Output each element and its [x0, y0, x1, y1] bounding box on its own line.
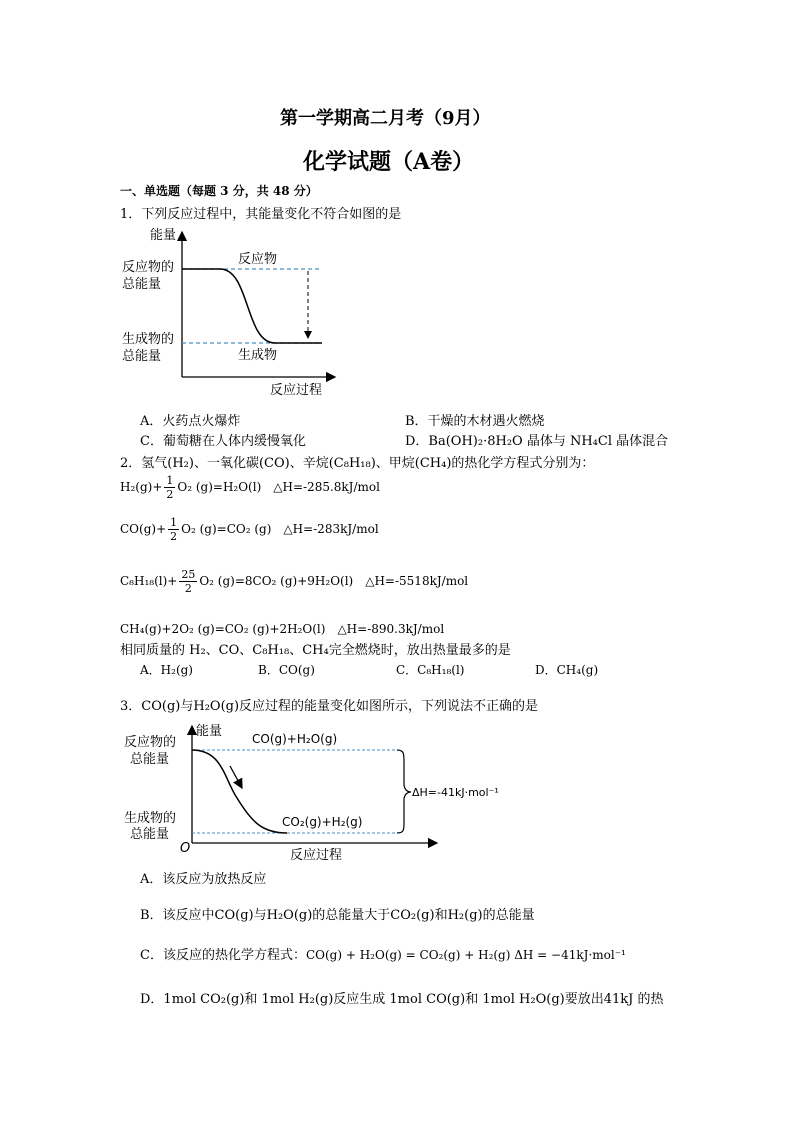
q3-stem-h2o: H₂O(g) [193, 699, 240, 714]
q2-eq1-fraction: $\frac{1}{2}$ [166, 474, 174, 501]
q2-option-b[interactable]: B．CO(g) [258, 663, 315, 677]
q3-stem-mid: 与 [180, 699, 194, 714]
q1-energy-diagram [110, 222, 350, 402]
q2-option-a[interactable]: A．H₂(g) [140, 663, 193, 677]
q3-product-side-label-1: 生成物的 [124, 811, 177, 826]
q3-stem-end: 反应过程的能量变化如图所示，下列说法不正确的是 [239, 699, 539, 714]
q2-eq3-fraction: $\frac{25}{2}$ [181, 568, 196, 595]
q3-delta-h-label: ΔH=-41kJ·mol⁻¹ [412, 786, 499, 799]
q3-stem-num: 3． [120, 699, 142, 714]
q1-energy-curve [182, 269, 322, 343]
q3-reactant-line-label: CO(g)+H₂O(g) [252, 732, 338, 746]
q3-option-c-text: C．该反应的热化学方程式： [140, 948, 306, 963]
q2-eq1-right: O₂ (g)=H₂O(l) △H=-285.8kJ/mol [177, 480, 380, 494]
q2-equation-3 [120, 568, 468, 595]
q2-eq2-left: CO(g)+ [120, 522, 167, 536]
q2-eq1-left: H₂(g)+ [120, 480, 163, 494]
q1-option-c[interactable]: C．葡萄糖在人体内缓慢氧化 [140, 434, 306, 449]
q2-equation-2 [120, 516, 379, 543]
q3-energy-curve [192, 750, 287, 833]
q3-reactant-side-label-2: 总能量 [130, 752, 170, 767]
q1-product-side-label-2: 总能量 [122, 349, 162, 364]
q3-reactant-side-label-1: 反应物的 [124, 735, 177, 750]
q3-stem [120, 695, 538, 714]
q2-equation-1 [120, 474, 380, 501]
q1-stem: 1．下列反应过程中，其能量变化不符合如图的是 [120, 207, 402, 222]
q1-option-b[interactable]: B．干燥的木材遇火燃烧 [405, 414, 545, 429]
q2-question: 相同质量的 H₂、CO、C₈H₁₈、CH₄完全燃烧时，放出热量最多的是 [120, 643, 511, 658]
q2-eq2-fraction: $\frac{1}{2}$ [170, 516, 178, 543]
q3-direction-arrow [230, 766, 242, 788]
q3-y-axis-label: 能量 [196, 724, 223, 739]
q3-option-b[interactable]: B．该反应中CO(g)与H₂O(g)的总能量大于CO₂(g)和H₂(g)的总能量 [140, 908, 535, 923]
q2-eq3-left: C₈H₁₈(l)+ [120, 574, 178, 588]
q2-option-d[interactable]: D．CH₄(g) [535, 663, 599, 677]
q1-product-line-label: 生成物 [238, 348, 278, 363]
q3-option-a[interactable]: A．该反应为放热反应 [140, 872, 267, 887]
q3-origin-label: O [180, 841, 191, 856]
q3-option-c-equation: CO(g) + H₂O(g) = CO₂(g) + H₂(g) ΔH = −41kJ·mol⁻¹ [305, 948, 626, 962]
page-title: 第一学期高二月考（9月） [280, 108, 491, 129]
q3-product-line-label: CO₂(g)+H₂(g) [282, 815, 363, 829]
q3-option-d[interactable]: D．1mol CO₂(g)和 1mol H₂(g)反应生成 1mol CO(g)和 1mol H₂O(g)要放出41kJ 的热 [140, 992, 664, 1007]
q1-reactant-side-label-1: 反应物的 [122, 260, 175, 275]
q2-stem: 2．氢气(H₂)、一氧化碳(CO)、辛烷(C₈H₁₈)、甲烷(CH₄)的热化学方程式分别为： [120, 456, 595, 471]
q3-option-c[interactable] [140, 944, 626, 963]
q3-x-axis-label: 反应过程 [290, 848, 343, 863]
q3-product-side-label-2: 总能量 [130, 827, 170, 842]
q1-product-side-label-1: 生成物的 [122, 332, 175, 347]
section-heading: 一、单选题（每题 3 分，共 48 分） [120, 184, 318, 198]
q3-brace [397, 750, 411, 833]
page-subtitle: 化学试题（A卷） [303, 149, 475, 175]
q2-eq2-right: O₂ (g)=CO₂ (g) △H=-283kJ/mol [181, 522, 379, 536]
q2-option-c[interactable]: C．C₈H₁₈(l) [396, 663, 465, 677]
q1-reactant-line-label: 反应物 [238, 252, 278, 267]
q1-reactant-side-label-2: 总能量 [122, 277, 162, 292]
q2-eq3-right: O₂ (g)=8CO₂ (g)+9H₂O(l) △H=-5518kJ/mol [199, 574, 469, 588]
q2-equation-4: CH₄(g)+2O₂ (g)=CO₂ (g)+2H₂O(l) △H=-890.3kJ/mol [120, 622, 445, 636]
q1-x-axis-label: 反应过程 [270, 383, 323, 398]
q1-option-a[interactable]: A．火药点火爆炸 [140, 414, 241, 429]
q1-option-d[interactable]: D．Ba(OH)₂·8H₂O 晶体与 NH₄Cl 晶体混合 [405, 434, 669, 449]
q3-energy-diagram [112, 718, 532, 868]
q3-stem-co: CO(g) [141, 699, 181, 714]
q1-y-axis-label: 能量 [150, 228, 177, 243]
